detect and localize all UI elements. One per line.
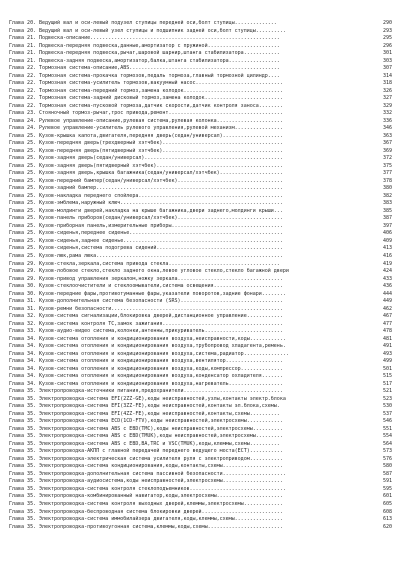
toc-entry-chapter: Глава 23. [9, 110, 37, 117]
toc-entry-title: Электропроводка-система ABS с EBD,BA,TRC и VSC(TMUK),коды,клеммы,схемы.......... [39, 440, 280, 447]
toc-entry-title: Кузов-система отопления и кондиционирования воздуха,вентилятор................... [39, 358, 283, 365]
toc-entry [9, 501, 392, 509]
toc-entry-title: Кузов-сиденья,система подогрева сидений.......................................... [39, 245, 283, 252]
toc-entry-page: 613 [382, 516, 392, 523]
toc-entry-chapter: Глава 21. [9, 50, 37, 57]
toc-entry [9, 103, 392, 111]
toc-entry-chapter: Глава 29. [9, 260, 37, 267]
toc-entry-chapter: Глава 35. [9, 388, 37, 395]
toc-entry-title: Кузов-система контроля TC,замок зажигания........................................ [39, 320, 283, 327]
toc-entry-chapter: Глава 20. [9, 27, 37, 34]
toc-entry-page: 551 [382, 425, 392, 432]
toc-entry [9, 118, 392, 126]
toc-entry-page: 537 [382, 410, 392, 417]
toc-entry [9, 381, 392, 389]
toc-entry-title: Электропроводка-электрическая система усилителя руля с электроприводом........... [39, 455, 283, 462]
toc-entry [9, 28, 392, 36]
toc-entry-chapter: Глава 34. [9, 373, 37, 380]
toc-entry [9, 509, 392, 517]
toc-entry-title: Кузов-передние фары,противотуманные фары,указатели поворотов,задние фонари........ [39, 290, 286, 297]
toc-entry [9, 283, 392, 291]
toc-entry-title: Тормозная система-прокачка тормозов,педаль тормоза,главный тормозной цилиндр.... [39, 72, 280, 79]
toc-entry-page: 605 [382, 501, 392, 507]
toc-entry-page: 424 [382, 268, 392, 275]
toc-entry-title: Подвеска-передняя подвеска,данные,амортизатор с пружиной........................ [39, 42, 280, 49]
toc-entry [9, 486, 392, 494]
toc-entry [9, 140, 392, 148]
toc-entry [9, 95, 392, 103]
toc-entry-chapter: Глава 25. [9, 170, 37, 177]
toc-entry [9, 388, 392, 396]
toc-entry [9, 328, 392, 336]
toc-entry [9, 291, 392, 299]
toc-entry-page: 523 [382, 395, 392, 402]
toc-entry-chapter: Глава 35. [9, 501, 37, 507]
toc-entry-title: Кузов-эмблема,наружный ключ...................................................... [39, 200, 283, 207]
toc-entry-title: Кузов-крышка капота,двигателя,передняя дверь(седан/универсал).................... [39, 132, 283, 139]
toc-entry-chapter: Глава 25. [9, 207, 37, 214]
toc-entry [9, 306, 392, 314]
toc-entry-chapter: Глава 25. [9, 185, 37, 192]
toc-entry-page: 314 [382, 72, 392, 79]
toc-entry-title: Электропроводка-система ECD(1CD-FTV),коды неисправностей,электросхемы............ [39, 418, 283, 425]
toc-entry-page: 336 [382, 117, 392, 124]
toc-entry [9, 433, 392, 441]
toc-entry-chapter: Глава 25. [9, 200, 37, 207]
toc-entry-page: 444 [382, 290, 392, 297]
toc-entry [9, 516, 392, 524]
toc-entry-page: 367 [382, 140, 392, 147]
toc-entry-title: Электропроводка-система EFI(4ZZ-FE),коды неисправностей,контакты,схемы.......... [39, 410, 280, 417]
toc-entry-title: Кузов-задний бампер.............................................................. [39, 185, 283, 192]
toc-entry-chapter: Глава 35. [9, 470, 37, 477]
toc-entry-page: 372 [382, 155, 392, 162]
toc-entry [9, 411, 392, 419]
toc-entry [9, 358, 392, 366]
toc-entry [9, 524, 392, 532]
toc-entry-page: 301 [382, 50, 392, 57]
toc-entry [9, 223, 392, 231]
toc-entry-page: 530 [382, 403, 392, 410]
toc-entry-chapter: Глава 35. [9, 485, 37, 492]
toc-entry [9, 185, 392, 193]
toc-entry-title: Электропроводка-система кондиционирования,коды,контакты,схемы.................... [39, 463, 283, 470]
toc-entry-page: 397 [382, 222, 392, 229]
toc-entry-page: 383 [382, 200, 392, 207]
toc-entry-chapter: Глава 21. [9, 42, 37, 49]
toc-entry-page: 296 [382, 42, 392, 49]
toc-entry-title: Тормозная система-описание,ABS.................................................. [39, 65, 280, 72]
toc-entry-chapter: Глава 21. [9, 35, 37, 42]
toc-entry-chapter: Глава 25. [9, 162, 37, 169]
toc-entry-chapter: Глава 20. [9, 20, 37, 26]
toc-entry-title: Кузов-система отопления и кондиционирования воздуха,коды,компрессор.............. [39, 365, 283, 372]
toc-entry [9, 426, 392, 434]
toc-entry-title: Электропроводка-аудиосистема,коды неисправностей,электросхемы.................... [39, 478, 283, 485]
toc-entry-page: 573 [382, 448, 392, 455]
toc-entry [9, 178, 392, 186]
toc-entry-page: 290 [382, 20, 392, 26]
toc-entry-page: 515 [382, 373, 392, 380]
toc-entry [9, 456, 392, 464]
toc-entry-title: Электропроводка-АКПП с главной передачей переднего ведущего моста(ECT)........... [39, 448, 283, 455]
toc-entry-title: Кузов-система отопления и кондиционирования воздуха,нагреватель.................. [39, 380, 283, 387]
toc-entry-page: 346 [382, 125, 392, 132]
toc-entry [9, 471, 392, 479]
toc-entry-page: 436 [382, 283, 392, 290]
toc-entry [9, 253, 392, 261]
toc-entry-chapter: Глава 35. [9, 410, 37, 417]
toc-entry-page: 363 [382, 132, 392, 139]
toc-entry [9, 441, 392, 449]
toc-entry-page: 378 [382, 177, 392, 184]
toc-entry-chapter: Глава 30. [9, 290, 37, 297]
toc-entry [9, 43, 392, 51]
toc-entry-page: 481 [382, 335, 392, 342]
toc-entry [9, 215, 392, 223]
toc-entry-title: Электропроводка-система ABS с EBD(TMUK),коды неисправностей,электросхемы......... [39, 433, 283, 440]
toc-entry [9, 35, 392, 43]
toc-entry-title: Кузов-система отопления и кондиционирования воздуха,неисправности,коды............ [39, 335, 286, 342]
toc-entry-title: Кузов-задняя дверь(седан/универсал).............................................. [39, 155, 283, 162]
toc-entry-chapter: Глава 34. [9, 335, 37, 342]
toc-entry-page: 413 [382, 245, 392, 252]
toc-entry-title: Электропроводка-система иммобилайзера двигателя,коды,клеммы,схемы................ [39, 516, 283, 523]
toc-entry [9, 200, 392, 208]
toc-entry-chapter: Глава 35. [9, 493, 37, 500]
toc-entry-title: Кузов-аудио-видео система,колонки,антенны,прикуриватель.......................... [39, 328, 283, 335]
toc-entry-title: Электропроводка-система контроля выходных дверей,клеммы,электросхемы............. [39, 501, 283, 507]
toc-entry-title: Стояночный тормоз-рычаг,трос привода,ремонт...................................... [39, 110, 283, 117]
toc-entry-chapter: Глава 34. [9, 365, 37, 372]
toc-entry-page: 293 [382, 27, 392, 34]
toc-entry-title: Подвеска-описание............................................................... [39, 35, 280, 42]
toc-entry-chapter: Глава 30. [9, 283, 37, 290]
toc-entry-chapter: Глава 34. [9, 350, 37, 357]
toc-entry-title: Кузов-панель приборов(седан/универсал/хэтчбек)................................... [39, 215, 283, 222]
toc-entry-title: Рулевое управление-описание,рулевая система,рулевая колонка...................... [39, 117, 283, 124]
toc-entry-title: Кузов-ремни безопасности......................................................... [39, 305, 283, 312]
toc-entry-chapter: Глава 35. [9, 395, 37, 402]
toc-entry-page: 380 [382, 185, 392, 192]
toc-entry-page: 295 [382, 35, 392, 42]
toc-entry-title: Кузов-привод управления зеркалом,ножку зеркала................................... [39, 275, 283, 282]
toc-entry [9, 155, 392, 163]
toc-entry-chapter: Глава 25. [9, 132, 37, 139]
toc-entry-chapter: Глава 25. [9, 245, 37, 252]
toc-entry-page: 587 [382, 470, 392, 477]
toc-entry [9, 321, 392, 329]
toc-entry-page: 385 [382, 207, 392, 214]
toc-entry-title: Кузов-задняя дверь,крышка багажника(седан/универсал/хэтчбек)..................... [39, 170, 283, 177]
toc-entry-page: 449 [382, 298, 392, 305]
toc-entry-title: Кузов-дополнительная система безопасности (SRS).................................. [39, 298, 283, 305]
toc-entry-page: 580 [382, 463, 392, 470]
toc-entry [9, 268, 392, 276]
toc-entry-chapter: Глава 35. [9, 523, 37, 530]
toc-entry [9, 418, 392, 426]
toc-entry-title: Электропроводка-беспроводная система блокировки дверей........................... [39, 508, 283, 515]
toc-entry-chapter: Глава 29. [9, 275, 37, 282]
toc-entry [9, 50, 392, 58]
toc-entry-chapter: Глава 25. [9, 222, 37, 229]
toc-entry-chapter: Глава 35. [9, 440, 37, 447]
toc-entry [9, 133, 392, 141]
toc-entry-title: Кузов-передний бампер(седан/универсал/хэтчбек)................................... [39, 177, 283, 184]
toc-entry [9, 88, 392, 96]
toc-entry-title: Электропроводка-дополнительная система пассивной безопасности..................... [39, 470, 286, 477]
toc-entry-title: Кузов-задняя дверь(пятидверный хэтчбек).......................................... [39, 162, 283, 169]
toc-entry-chapter: Глава 34. [9, 358, 37, 365]
toc-entry [9, 343, 392, 351]
toc-entry-page: 416 [382, 252, 392, 259]
toc-entry-title: Кузов-система отопления и кондиционирования воздуха,конденсатор охладителя....... [39, 373, 283, 380]
toc-entry [9, 193, 392, 201]
toc-entry-title: Кузов-система отопления и кондиционирования воздуха,система,радиатор............... [39, 350, 289, 357]
toc-entry-page: 382 [382, 192, 392, 199]
toc-entry [9, 396, 392, 404]
toc-entry-page: 608 [382, 508, 392, 515]
toc-entry-page: 327 [382, 95, 392, 102]
toc-entry [9, 110, 392, 118]
toc-entry-page: 433 [382, 275, 392, 282]
toc-entry-title: Ведущий вал и оси-левый подузел ступицы передней оси,болт ступицы.............. [39, 20, 277, 26]
toc-entry-title: Кузов-накладка переднего спойлера................................................ [39, 192, 283, 199]
toc-entry [9, 148, 392, 156]
toc-entry-title: Рулевое управление-усилитель рулевого управления,рулевой механизм................ [39, 125, 283, 132]
toc-entry-chapter: Глава 35. [9, 403, 37, 410]
toc-entry-title: Кузов-передняя дверь(пятидверный хэтчбек)........................................ [39, 147, 283, 154]
toc-entry-page: 419 [382, 260, 392, 267]
toc-entry-page: 375 [382, 162, 392, 169]
toc-entry-chapter: Глава 35. [9, 508, 37, 515]
toc-entry-page: 576 [382, 455, 392, 462]
toc-entry-page: 307 [382, 65, 392, 72]
toc-entry-page: 491 [382, 343, 392, 350]
toc-entry-page: 591 [382, 478, 392, 485]
toc-entry-page: 493 [382, 350, 392, 357]
toc-entry-chapter: Глава 35. [9, 418, 37, 425]
toc-entry-title: Кузов-лобовое стекло,стекло заднего окна,левое угловое стекло,стекло багажной двери [39, 268, 289, 275]
toc-entry-page: 501 [382, 365, 392, 372]
toc-entry [9, 448, 392, 456]
toc-entry-title: Электропроводка-система EFI(2ZZ-GE),коды неисправностей,узлы,контакты электр.блока [39, 395, 286, 402]
toc-entry-chapter: Глава 22. [9, 87, 37, 94]
toc-entry-title: Электропроводка-комбинированный навигатор,коды,электросхемы...................... [39, 493, 283, 500]
toc-entry-title: Электропроводка-противоугонная система,клеммы,коды,схемы......................... [39, 523, 283, 530]
toc-entry [9, 463, 392, 471]
toc-entry-chapter: Глава 31. [9, 305, 37, 312]
toc-entry [9, 261, 392, 269]
toc-entry-page: 303 [382, 57, 392, 64]
toc-entry-page: 369 [382, 147, 392, 154]
toc-entry-chapter: Глава 21. [9, 57, 37, 64]
toc-entry [9, 336, 392, 344]
toc-entry-chapter: Глава 35. [9, 455, 37, 462]
toc-entry [9, 20, 392, 28]
toc-entry [9, 373, 392, 381]
toc-entry-chapter: Глава 25. [9, 230, 37, 237]
toc-entry-page: 462 [382, 305, 392, 312]
toc-entry-title: Тормозная система-задний дисковый тормоз,замена колодок.......................... [39, 95, 283, 102]
toc-entry-page: 564 [382, 440, 392, 447]
toc-entry [9, 73, 392, 81]
toc-entry-chapter: Глава 22. [9, 65, 37, 72]
toc-entry [9, 230, 392, 238]
toc-entry-page: 387 [382, 215, 392, 222]
toc-entry-chapter: Глава 25. [9, 177, 37, 184]
toc-entry-page: 377 [382, 170, 392, 177]
toc-entry-title: Кузов-молдинги дверей,накладка на крыше багажника,двери заднего,молдинги крыши... [39, 207, 283, 214]
toc-entry-chapter: Глава 35. [9, 463, 37, 470]
toc-entry-chapter: Глава 35. [9, 448, 37, 455]
toc-entry-title: Кузов-сиденья,переднее сиденье................................................... [39, 230, 283, 237]
toc-entry-title: Кузов-стекла,зеркала,система привода стекла..................................... [39, 260, 280, 267]
toc-entry-title: Кузов-люк,рама люка.............................................................. [39, 252, 283, 259]
toc-entry-page: 318 [382, 80, 392, 87]
toc-entry [9, 208, 392, 216]
toc-entry-title: Электропроводка-система контроля стеклоподъемников................................ [39, 485, 286, 492]
toc-entry-title: Ведущий вал и оси-левый узел ступицы и подшипник задней оси,болт ступицы.......... [39, 27, 286, 34]
toc-entry-chapter: Глава 34. [9, 380, 37, 387]
toc-entry-title: Кузов-сиденья,заднее сиденье..................................................... [39, 237, 283, 244]
toc-entry-chapter: Глава 22. [9, 80, 37, 87]
toc-entry-title: Электропроводка-источники питания,предохранители................................. [39, 388, 283, 395]
toc-entry-chapter: Глава 32. [9, 320, 37, 327]
toc-entry [9, 366, 392, 374]
toc-entry [9, 351, 392, 359]
toc-entry-chapter: Глава 24. [9, 117, 37, 124]
toc-entry-title: Электропроводка-система EFI(3ZZ-FE),коды неисправностей,контакты эл.блока,схемы. [39, 403, 280, 410]
toc-entry-chapter: Глава 25. [9, 155, 37, 162]
toc-entry-title: Кузов-система сигнализации,блокировка дверей,дистанционное управление............ [39, 313, 283, 320]
toc-entry-page: 329 [382, 102, 392, 109]
toc-entry-chapter: Глава 25. [9, 140, 37, 147]
toc-entry [9, 493, 392, 501]
toc-entry [9, 65, 392, 73]
toc-entry [9, 125, 392, 133]
toc-entry [9, 313, 392, 321]
toc-entry-page: 554 [382, 433, 392, 440]
toc-entry-chapter: Глава 25. [9, 147, 37, 154]
toc-entry-chapter: Глава 35. [9, 516, 37, 523]
toc-entry-page: 478 [382, 328, 392, 335]
toc-entry-title: Кузов-стеклоочистители и стеклоомыватели,система освещения....................... [39, 283, 283, 290]
toc-entry-title: Подвеска-передняя подвеска,рычаг,шаровой шарнир,штанга стабилизатора............ [39, 50, 280, 57]
toc-entry-chapter: Глава 22. [9, 72, 37, 79]
toc-entry-chapter: Глава 31. [9, 298, 37, 305]
toc-entry-page: 467 [382, 313, 392, 320]
toc-entry-title: Тормозная система-усилитель тормозов,вакуумный насос............................. [39, 80, 283, 87]
toc-entry-chapter: Глава 25. [9, 252, 37, 259]
toc-entry-chapter: Глава 33. [9, 328, 37, 335]
toc-entry-page: 620 [382, 523, 392, 530]
toc-entry-page: 521 [382, 388, 392, 395]
toc-entry [9, 403, 392, 411]
toc-entry-chapter: Глава 35. [9, 478, 37, 485]
toc-entry-chapter: Глава 29. [9, 268, 37, 275]
toc-entry-chapter: Глава 22. [9, 95, 37, 102]
toc-entry-chapter: Глава 32. [9, 313, 37, 320]
toc-entry-title: Тормозная система-пусковой тормоза,датчик скорости,датчик контроля заноса........ [39, 102, 283, 109]
toc-entry-title: Кузов-передняя дверь(трехдверный хэтчбек)........................................ [39, 140, 283, 147]
toc-entry-page: 595 [382, 485, 392, 492]
toc-entry-page: 499 [382, 358, 392, 365]
toc-entry-title: Тормозная система-передний тормоз,замена колодок................................. [39, 87, 283, 94]
toc-entry [9, 238, 392, 246]
toc-entry-title: Электропроводка-система ABS с EBD(TMC),коды неисправностей,электросхемы.......... [39, 425, 283, 432]
toc-entry [9, 170, 392, 178]
toc-entry-page: 409 [382, 237, 392, 244]
toc-entry [9, 245, 392, 253]
toc-entry-page: 326 [382, 87, 392, 94]
toc-entry-chapter: Глава 25. [9, 215, 37, 222]
toc-entry [9, 478, 392, 486]
toc-entry [9, 298, 392, 306]
toc-entry-chapter: Глава 24. [9, 125, 37, 132]
toc-entry-chapter: Глава 35. [9, 425, 37, 432]
toc-entry-chapter: Глава 22. [9, 102, 37, 109]
toc-entry-title: Кузов-приборная панель,измерительные приборы..................................... [39, 222, 283, 229]
toc-entry [9, 163, 392, 171]
toc-entry-page: 601 [382, 493, 392, 500]
toc-entry-page: 546 [382, 418, 392, 425]
toc-entry-title: Кузов-система отопления и кондиционирования воздуха,трубопровод хладагента,ремень. [39, 343, 286, 350]
toc-entry-chapter: Глава 35. [9, 433, 37, 440]
toc-entry [9, 80, 392, 88]
toc-entry-page: 517 [382, 380, 392, 387]
toc-entry-page: 406 [382, 230, 392, 237]
toc-entry-title: Подвеска-задняя подвеска,амортизатор,балка,штанга стабилизатора................. [39, 57, 280, 64]
toc-entry-page: 477 [382, 320, 392, 327]
toc-entry-chapter: Глава 34. [9, 343, 37, 350]
toc-entry-chapter: Глава 25. [9, 237, 37, 244]
toc-entry [9, 58, 392, 66]
toc-entry-chapter: Глава 25. [9, 192, 37, 199]
toc-entry-page: 332 [382, 110, 392, 117]
toc-entry [9, 276, 392, 284]
